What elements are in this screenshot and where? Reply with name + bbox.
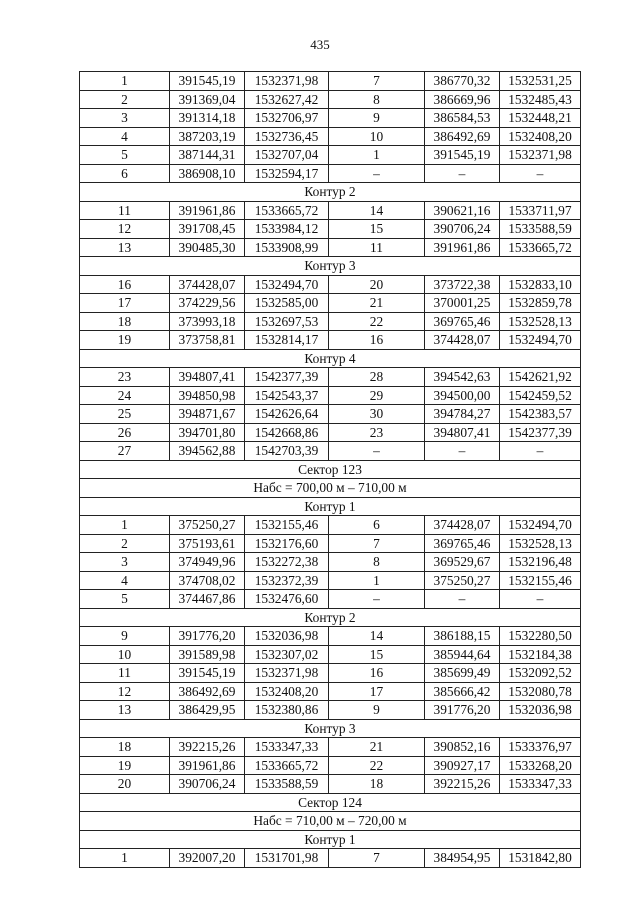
y-coordinate: 1542626,64	[245, 405, 329, 424]
x-coordinate: 385666,42	[425, 682, 500, 701]
section-header-row	[80, 183, 581, 202]
point-number: 22	[329, 756, 425, 775]
section-header: Сектор 123	[80, 460, 581, 479]
section-header: Контур 2	[80, 608, 581, 627]
point-number: 8	[329, 90, 425, 109]
section-header: Контур 2	[80, 183, 581, 202]
y-coordinate: 1533665,72	[245, 756, 329, 775]
point-number: 9	[329, 109, 425, 128]
point-number: 27	[80, 442, 170, 461]
point-number: 16	[80, 275, 170, 294]
table-row	[80, 164, 581, 183]
table-row	[80, 294, 581, 313]
y-coordinate: 1532372,39	[245, 571, 329, 590]
y-coordinate: 1533347,33	[500, 775, 581, 794]
point-number: 14	[329, 201, 425, 220]
y-coordinate: 1532585,00	[245, 294, 329, 313]
y-coordinate: 1532833,10	[500, 275, 581, 294]
x-coordinate: 386492,69	[170, 682, 245, 701]
table-row	[80, 238, 581, 257]
y-coordinate: 1532380,86	[245, 701, 329, 720]
section-header-row	[80, 460, 581, 479]
point-number: 6	[329, 516, 425, 535]
point-number: 6	[80, 164, 170, 183]
y-coordinate: 1533984,12	[245, 220, 329, 239]
point-number: 19	[80, 331, 170, 350]
y-coordinate: 1532707,04	[245, 146, 329, 165]
x-coordinate: 394871,67	[170, 405, 245, 424]
y-coordinate: 1531842,80	[500, 849, 581, 868]
x-coordinate: –	[425, 442, 500, 461]
table-row	[80, 72, 581, 91]
coordinates-table	[79, 71, 581, 868]
table-row	[80, 664, 581, 683]
x-coordinate: 394807,41	[170, 368, 245, 387]
x-coordinate: 374949,96	[170, 553, 245, 572]
point-number: 17	[80, 294, 170, 313]
x-coordinate: 387203,19	[170, 127, 245, 146]
x-coordinate: 369529,67	[425, 553, 500, 572]
y-coordinate: 1532859,78	[500, 294, 581, 313]
point-number: 17	[329, 682, 425, 701]
x-coordinate: 391708,45	[170, 220, 245, 239]
y-coordinate: 1532814,17	[245, 331, 329, 350]
section-header-row	[80, 349, 581, 368]
point-number: –	[329, 590, 425, 609]
section-header: Набс = 700,00 м – 710,00 м	[80, 479, 581, 498]
x-coordinate: 392215,26	[170, 738, 245, 757]
x-coordinate: 391314,18	[170, 109, 245, 128]
section-header-row	[80, 479, 581, 498]
table-row	[80, 312, 581, 331]
point-number: 21	[329, 738, 425, 757]
x-coordinate: 391776,20	[425, 701, 500, 720]
section-header: Контур 1	[80, 497, 581, 516]
y-coordinate: 1532494,70	[245, 275, 329, 294]
x-coordinate: –	[425, 164, 500, 183]
point-number: 18	[329, 775, 425, 794]
x-coordinate: 385699,49	[425, 664, 500, 683]
table-row	[80, 645, 581, 664]
point-number: 24	[80, 386, 170, 405]
x-coordinate: 386492,69	[425, 127, 500, 146]
table-row	[80, 109, 581, 128]
x-coordinate: 394807,41	[425, 423, 500, 442]
y-coordinate: 1532697,53	[245, 312, 329, 331]
point-number: 3	[80, 553, 170, 572]
section-header-row	[80, 608, 581, 627]
y-coordinate: 1532408,20	[500, 127, 581, 146]
x-coordinate: 385944,64	[425, 645, 500, 664]
point-number: 21	[329, 294, 425, 313]
x-coordinate: 369765,46	[425, 534, 500, 553]
x-coordinate: 394562,88	[170, 442, 245, 461]
table-row	[80, 590, 581, 609]
point-number: 2	[80, 90, 170, 109]
x-coordinate: 394701,80	[170, 423, 245, 442]
point-number: 30	[329, 405, 425, 424]
x-coordinate: 375250,27	[170, 516, 245, 535]
x-coordinate: 386669,96	[425, 90, 500, 109]
point-number: 1	[80, 516, 170, 535]
table-row	[80, 220, 581, 239]
table-row	[80, 331, 581, 350]
point-number: 15	[329, 220, 425, 239]
point-number: 19	[80, 756, 170, 775]
y-coordinate: 1533908,99	[245, 238, 329, 257]
y-coordinate: 1532176,60	[245, 534, 329, 553]
page-number: 435	[310, 37, 330, 52]
point-number: 13	[80, 238, 170, 257]
section-header: Контур 1	[80, 830, 581, 849]
y-coordinate: 1542543,37	[245, 386, 329, 405]
y-coordinate: 1532448,21	[500, 109, 581, 128]
point-number: 11	[80, 201, 170, 220]
table-row	[80, 405, 581, 424]
y-coordinate: –	[500, 590, 581, 609]
x-coordinate: 392007,20	[170, 849, 245, 868]
table-row	[80, 553, 581, 572]
point-number: 9	[329, 701, 425, 720]
x-coordinate: 384954,95	[425, 849, 500, 868]
y-coordinate: 1533711,97	[500, 201, 581, 220]
point-number: 1	[329, 571, 425, 590]
section-header: Контур 4	[80, 349, 581, 368]
point-number: 4	[80, 571, 170, 590]
y-coordinate: 1533268,20	[500, 756, 581, 775]
point-number: 29	[329, 386, 425, 405]
y-coordinate: 1532408,20	[245, 682, 329, 701]
y-coordinate: 1532307,02	[245, 645, 329, 664]
table-row	[80, 756, 581, 775]
y-coordinate: 1532155,46	[245, 516, 329, 535]
y-coordinate: 1532080,78	[500, 682, 581, 701]
y-coordinate: 1532485,43	[500, 90, 581, 109]
point-number: 7	[329, 849, 425, 868]
table-row	[80, 849, 581, 868]
section-header: Контур 3	[80, 719, 581, 738]
point-number: 7	[329, 534, 425, 553]
x-coordinate: 391961,86	[170, 201, 245, 220]
x-coordinate: 392215,26	[425, 775, 500, 794]
x-coordinate: 391776,20	[170, 627, 245, 646]
point-number: 11	[80, 664, 170, 683]
point-number: 1	[80, 849, 170, 868]
table-row	[80, 90, 581, 109]
y-coordinate: 1542383,57	[500, 405, 581, 424]
point-number: 11	[329, 238, 425, 257]
x-coordinate: 391369,04	[170, 90, 245, 109]
table-row	[80, 775, 581, 794]
y-coordinate: 1532371,98	[245, 664, 329, 683]
point-number: 1	[80, 72, 170, 91]
point-number: 12	[80, 220, 170, 239]
y-coordinate: 1542668,86	[245, 423, 329, 442]
table-row	[80, 368, 581, 387]
point-number: 10	[329, 127, 425, 146]
x-coordinate: 374467,86	[170, 590, 245, 609]
point-number: 7	[329, 72, 425, 91]
y-coordinate: 1542377,39	[500, 423, 581, 442]
y-coordinate: 1533665,72	[500, 238, 581, 257]
x-coordinate: 386188,15	[425, 627, 500, 646]
point-number: 3	[80, 109, 170, 128]
y-coordinate: 1532196,48	[500, 553, 581, 572]
point-number: 25	[80, 405, 170, 424]
section-header-row	[80, 812, 581, 831]
y-coordinate: 1542703,39	[245, 442, 329, 461]
x-coordinate: 374229,56	[170, 294, 245, 313]
point-number: 9	[80, 627, 170, 646]
y-coordinate: 1532184,38	[500, 645, 581, 664]
point-number: 5	[80, 146, 170, 165]
section-header: Набс = 710,00 м – 720,00 м	[80, 812, 581, 831]
point-number: 18	[80, 738, 170, 757]
x-coordinate: 394784,27	[425, 405, 500, 424]
x-coordinate: –	[425, 590, 500, 609]
x-coordinate: 373722,38	[425, 275, 500, 294]
x-coordinate: 387144,31	[170, 146, 245, 165]
table-row	[80, 127, 581, 146]
section-header-row	[80, 257, 581, 276]
y-coordinate: 1533665,72	[245, 201, 329, 220]
x-coordinate: 391589,98	[170, 645, 245, 664]
x-coordinate: 374428,07	[170, 275, 245, 294]
point-number: 20	[329, 275, 425, 294]
x-coordinate: 391545,19	[425, 146, 500, 165]
point-number: 12	[80, 682, 170, 701]
x-coordinate: 390706,24	[425, 220, 500, 239]
x-coordinate: 375193,61	[170, 534, 245, 553]
y-coordinate: 1532736,45	[245, 127, 329, 146]
table-row	[80, 386, 581, 405]
point-number: 15	[329, 645, 425, 664]
x-coordinate: 373758,81	[170, 331, 245, 350]
x-coordinate: 375250,27	[425, 571, 500, 590]
y-coordinate: 1532627,42	[245, 90, 329, 109]
y-coordinate: 1532280,50	[500, 627, 581, 646]
y-coordinate: 1532531,25	[500, 72, 581, 91]
y-coordinate: 1532594,17	[245, 164, 329, 183]
section-header-row	[80, 793, 581, 812]
section-header-row	[80, 830, 581, 849]
point-number: 13	[80, 701, 170, 720]
y-coordinate: 1532528,13	[500, 312, 581, 331]
y-coordinate: 1532036,98	[245, 627, 329, 646]
y-coordinate: 1532528,13	[500, 534, 581, 553]
x-coordinate: 394850,98	[170, 386, 245, 405]
point-number: 16	[329, 664, 425, 683]
point-number: 8	[329, 553, 425, 572]
y-coordinate: 1532036,98	[500, 701, 581, 720]
y-coordinate: 1542621,92	[500, 368, 581, 387]
point-number: –	[329, 442, 425, 461]
y-coordinate: 1532494,70	[500, 516, 581, 535]
x-coordinate: 394542,63	[425, 368, 500, 387]
section-header: Сектор 124	[80, 793, 581, 812]
table-row	[80, 146, 581, 165]
point-number: 2	[80, 534, 170, 553]
x-coordinate: 370001,25	[425, 294, 500, 313]
point-number: 4	[80, 127, 170, 146]
y-coordinate: 1532155,46	[500, 571, 581, 590]
x-coordinate: 390621,16	[425, 201, 500, 220]
point-number: 18	[80, 312, 170, 331]
x-coordinate: 390485,30	[170, 238, 245, 257]
y-coordinate: 1532476,60	[245, 590, 329, 609]
y-coordinate: 1532371,98	[500, 146, 581, 165]
y-coordinate: 1542459,52	[500, 386, 581, 405]
point-number: 10	[80, 645, 170, 664]
x-coordinate: 386908,10	[170, 164, 245, 183]
point-number: –	[329, 164, 425, 183]
x-coordinate: 369765,46	[425, 312, 500, 331]
x-coordinate: 386429,95	[170, 701, 245, 720]
table-row	[80, 423, 581, 442]
y-coordinate: 1533588,59	[500, 220, 581, 239]
table-row	[80, 571, 581, 590]
point-number: 14	[329, 627, 425, 646]
table-row	[80, 701, 581, 720]
section-header: Контур 3	[80, 257, 581, 276]
x-coordinate: 390852,16	[425, 738, 500, 757]
x-coordinate: 391961,86	[425, 238, 500, 257]
y-coordinate: 1532092,52	[500, 664, 581, 683]
x-coordinate: 391545,19	[170, 72, 245, 91]
x-coordinate: 374708,02	[170, 571, 245, 590]
table-row	[80, 275, 581, 294]
point-number: 28	[329, 368, 425, 387]
x-coordinate: 394500,00	[425, 386, 500, 405]
point-number: 16	[329, 331, 425, 350]
section-header-row	[80, 719, 581, 738]
point-number: 22	[329, 312, 425, 331]
x-coordinate: 374428,07	[425, 331, 500, 350]
table-row	[80, 682, 581, 701]
table-row	[80, 516, 581, 535]
x-coordinate: 391545,19	[170, 664, 245, 683]
x-coordinate: 386770,32	[425, 72, 500, 91]
x-coordinate: 386584,53	[425, 109, 500, 128]
y-coordinate: 1531701,98	[245, 849, 329, 868]
y-coordinate: 1532706,97	[245, 109, 329, 128]
y-coordinate: 1533376,97	[500, 738, 581, 757]
table-row	[80, 442, 581, 461]
point-number: 1	[329, 146, 425, 165]
y-coordinate: 1532494,70	[500, 331, 581, 350]
x-coordinate: 374428,07	[425, 516, 500, 535]
table-row	[80, 738, 581, 757]
x-coordinate: 390927,17	[425, 756, 500, 775]
point-number: 26	[80, 423, 170, 442]
section-header-row	[80, 497, 581, 516]
point-number: 23	[80, 368, 170, 387]
y-coordinate: 1532371,98	[245, 72, 329, 91]
x-coordinate: 391961,86	[170, 756, 245, 775]
table-row	[80, 201, 581, 220]
point-number: 20	[80, 775, 170, 794]
y-coordinate: –	[500, 442, 581, 461]
table-row	[80, 627, 581, 646]
x-coordinate: 390706,24	[170, 775, 245, 794]
point-number: 5	[80, 590, 170, 609]
y-coordinate: 1533347,33	[245, 738, 329, 757]
y-coordinate: 1532272,38	[245, 553, 329, 572]
point-number: 23	[329, 423, 425, 442]
y-coordinate: 1533588,59	[245, 775, 329, 794]
table-row	[80, 534, 581, 553]
y-coordinate: –	[500, 164, 581, 183]
x-coordinate: 373993,18	[170, 312, 245, 331]
y-coordinate: 1542377,39	[245, 368, 329, 387]
